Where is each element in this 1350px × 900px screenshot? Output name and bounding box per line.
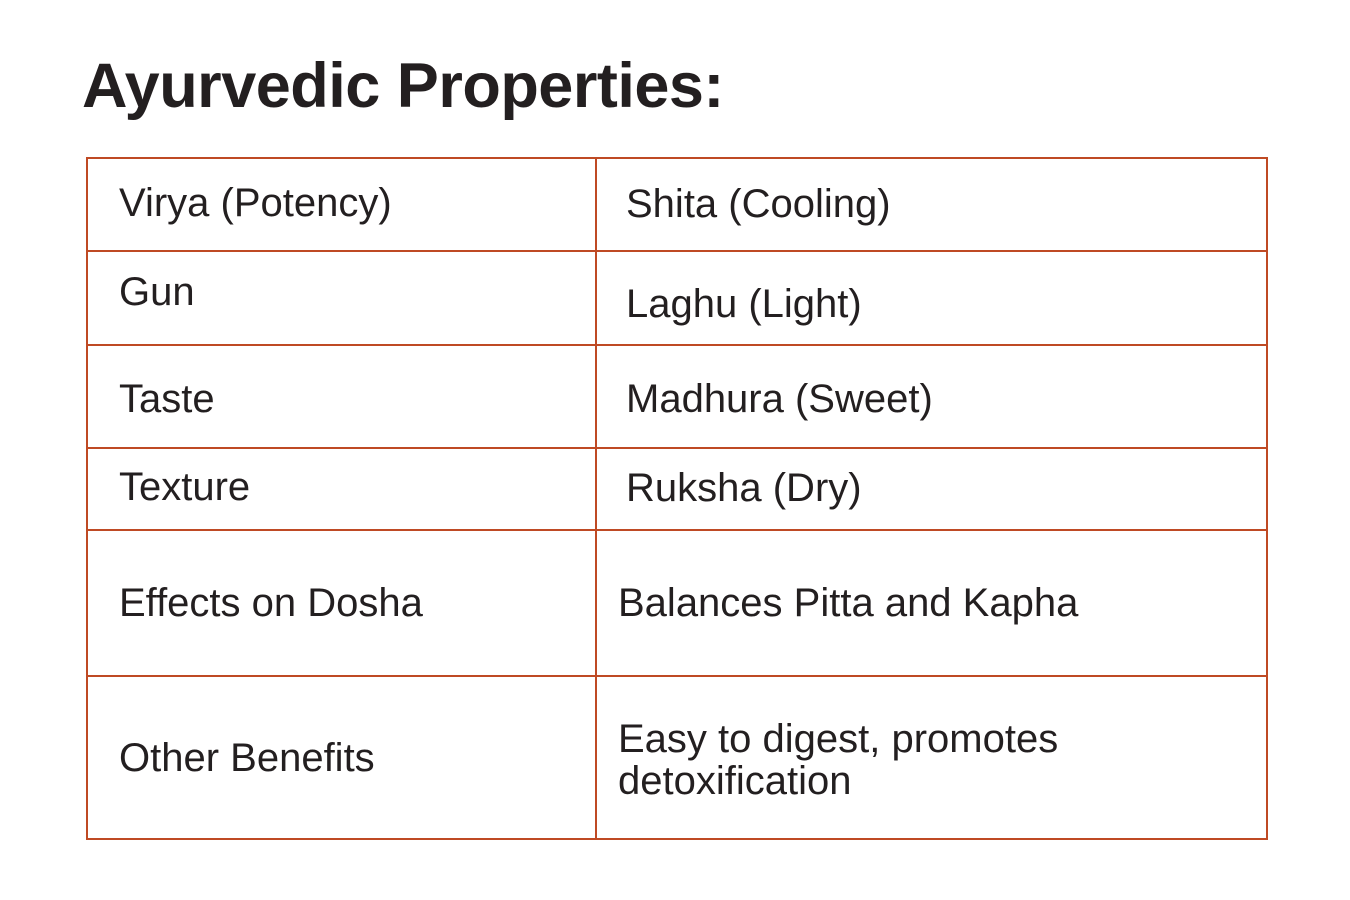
- property-value-cell: Ruksha (Dry): [596, 448, 1267, 530]
- page-title: Ayurvedic Properties:: [82, 51, 724, 121]
- property-name-cell: Effects on Dosha: [87, 530, 596, 676]
- property-value-cell: Laghu (Light): [596, 251, 1267, 345]
- property-name-cell: Gun: [87, 251, 596, 345]
- table-row: [87, 530, 1267, 676]
- property-value-cell: Balances Pitta and Kapha: [596, 530, 1267, 676]
- table-row: [87, 448, 1267, 530]
- property-name-cell: Virya (Potency): [87, 158, 596, 251]
- properties-table: [86, 157, 1268, 840]
- properties-table-container: [86, 157, 1268, 840]
- table-row: [87, 158, 1267, 251]
- table-row: [87, 676, 1267, 839]
- table-row: [87, 345, 1267, 448]
- property-value-cell: Shita (Cooling): [596, 158, 1267, 251]
- table-row: [87, 251, 1267, 345]
- property-name-cell: Texture: [87, 448, 596, 530]
- property-value-cell: Easy to digest, promotes detoxification: [596, 676, 1267, 839]
- property-value-cell: Madhura (Sweet): [596, 345, 1267, 448]
- property-name-cell: Other Benefits: [87, 676, 596, 839]
- property-name-cell: Taste: [87, 345, 596, 448]
